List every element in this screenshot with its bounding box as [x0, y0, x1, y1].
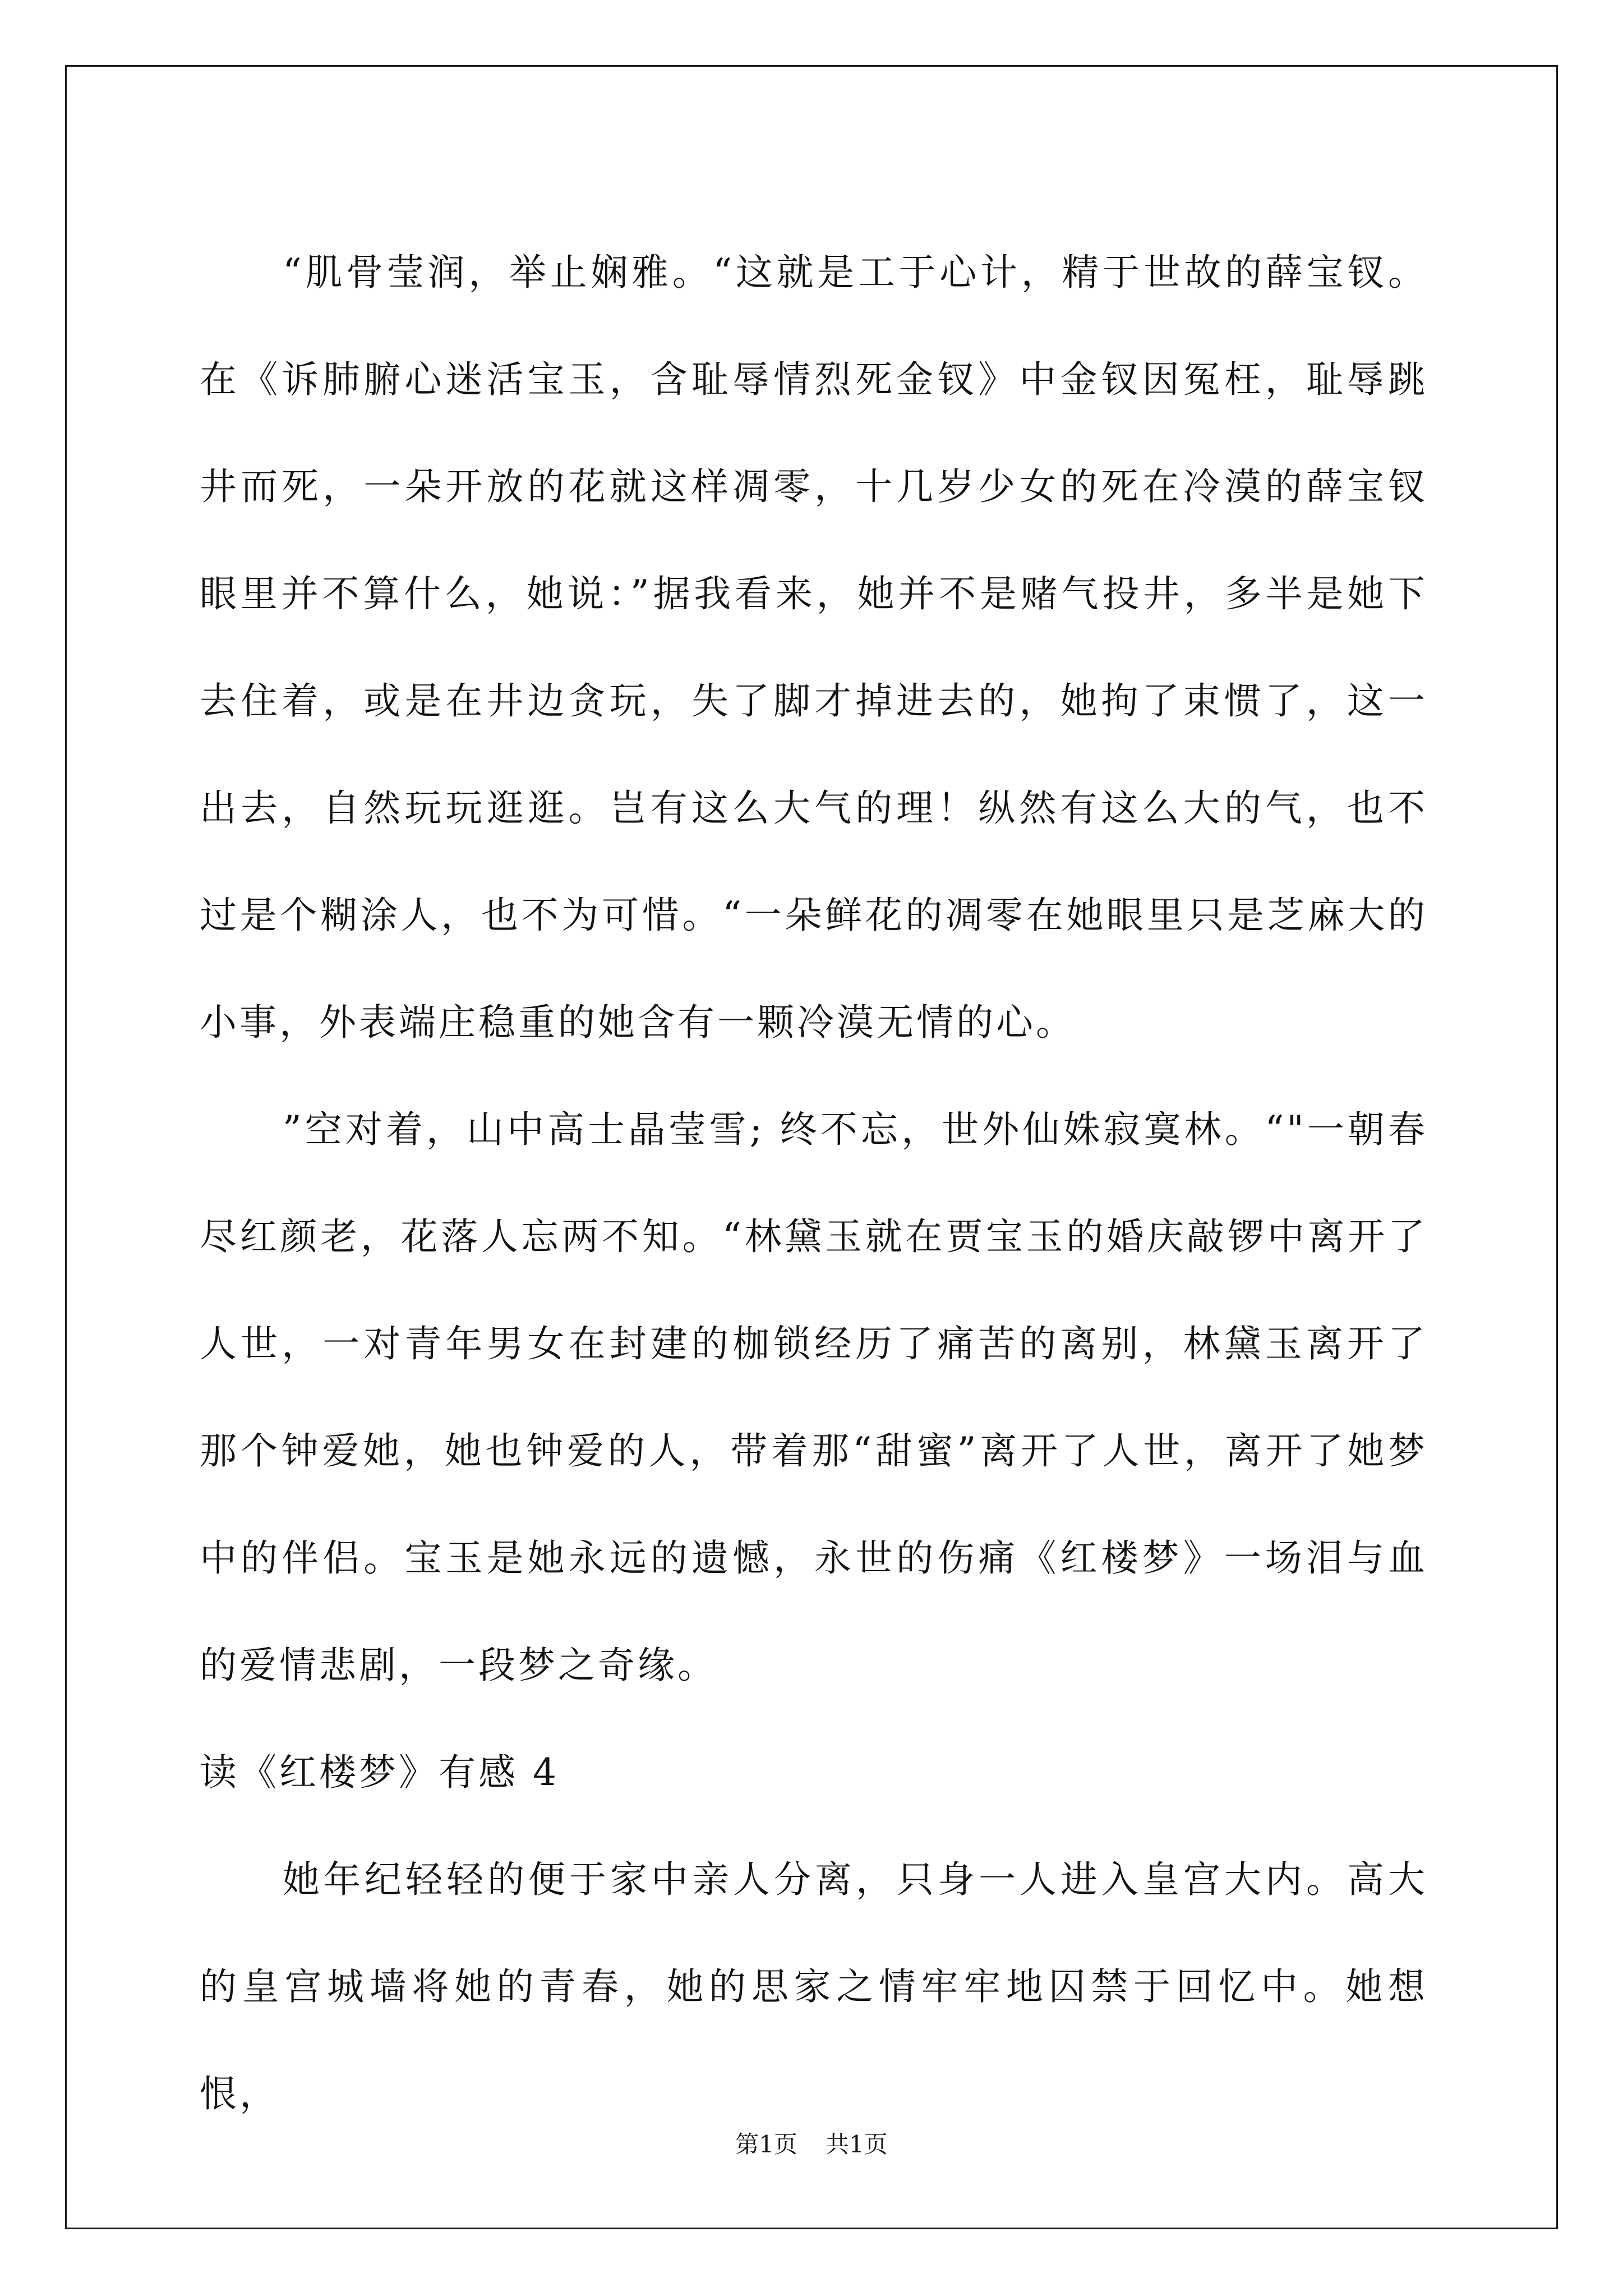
page-total: 共1页 [826, 2131, 888, 2158]
page-footer [0, 2126, 1623, 2160]
paragraph-2: ”空对着，山中高士晶莹雪; 终不忘，世外仙姝寂寞林。“"一朝春尽红颜老，花落人忘两不知。“林黛玉就在贾宝玉的婚庆敲锣中离开了人世，一对青年男女在封建的枷锁经历了痛苦的离别，林黛玉离开了那个钟爱她，她也钟爱的人，带着那“甜蜜”离开了人世，离开了她梦中的伴侣。宝玉是她永远的遗憾，永世的伤痛《红楼梦》一场泪与血的爱情悲剧，一段梦之奇缘。 [200, 1108, 1428, 1687]
page-number: 第1页 [735, 2131, 797, 2158]
paragraph-3: 她年纪轻轻的便于家中亲人分离，只身一人进入皇宫大内。高大的皇宫城墙将她的青春，她的思家之情牢牢地囚禁于回忆中。她想恨， [200, 1858, 1428, 2115]
paragraph-1: “肌骨莹润，举止娴雅。“这就是工于心计，精于世故的薛宝钗。在《诉肺腑心迷活宝玉，含耻辱情烈死金钗》中金钗因冤枉，耻辱跳井而死，一朵开放的花就这样凋零，十几岁少女的死在冷漠的薛宝钗眼里并不算什么，她说：”据我看来，她并不是赌气投井，多半是她下去住着，或是在井边贪玩，失了脚才掉进去的，她拘了束惯了，这一出去，自然玩玩逛逛。岂有这么大气的理！纵然有这么大的气，也不过是个糊涂人，也不为可惜。“一朵鲜花的凋零在她眼里只是芝麻大的小事，外表端庄稳重的她含有一颗冷漠无情的心。 [200, 251, 1428, 1044]
document-body [200, 219, 1428, 2147]
section-heading: 读《红楼梦》有感 4 [200, 1751, 559, 1794]
